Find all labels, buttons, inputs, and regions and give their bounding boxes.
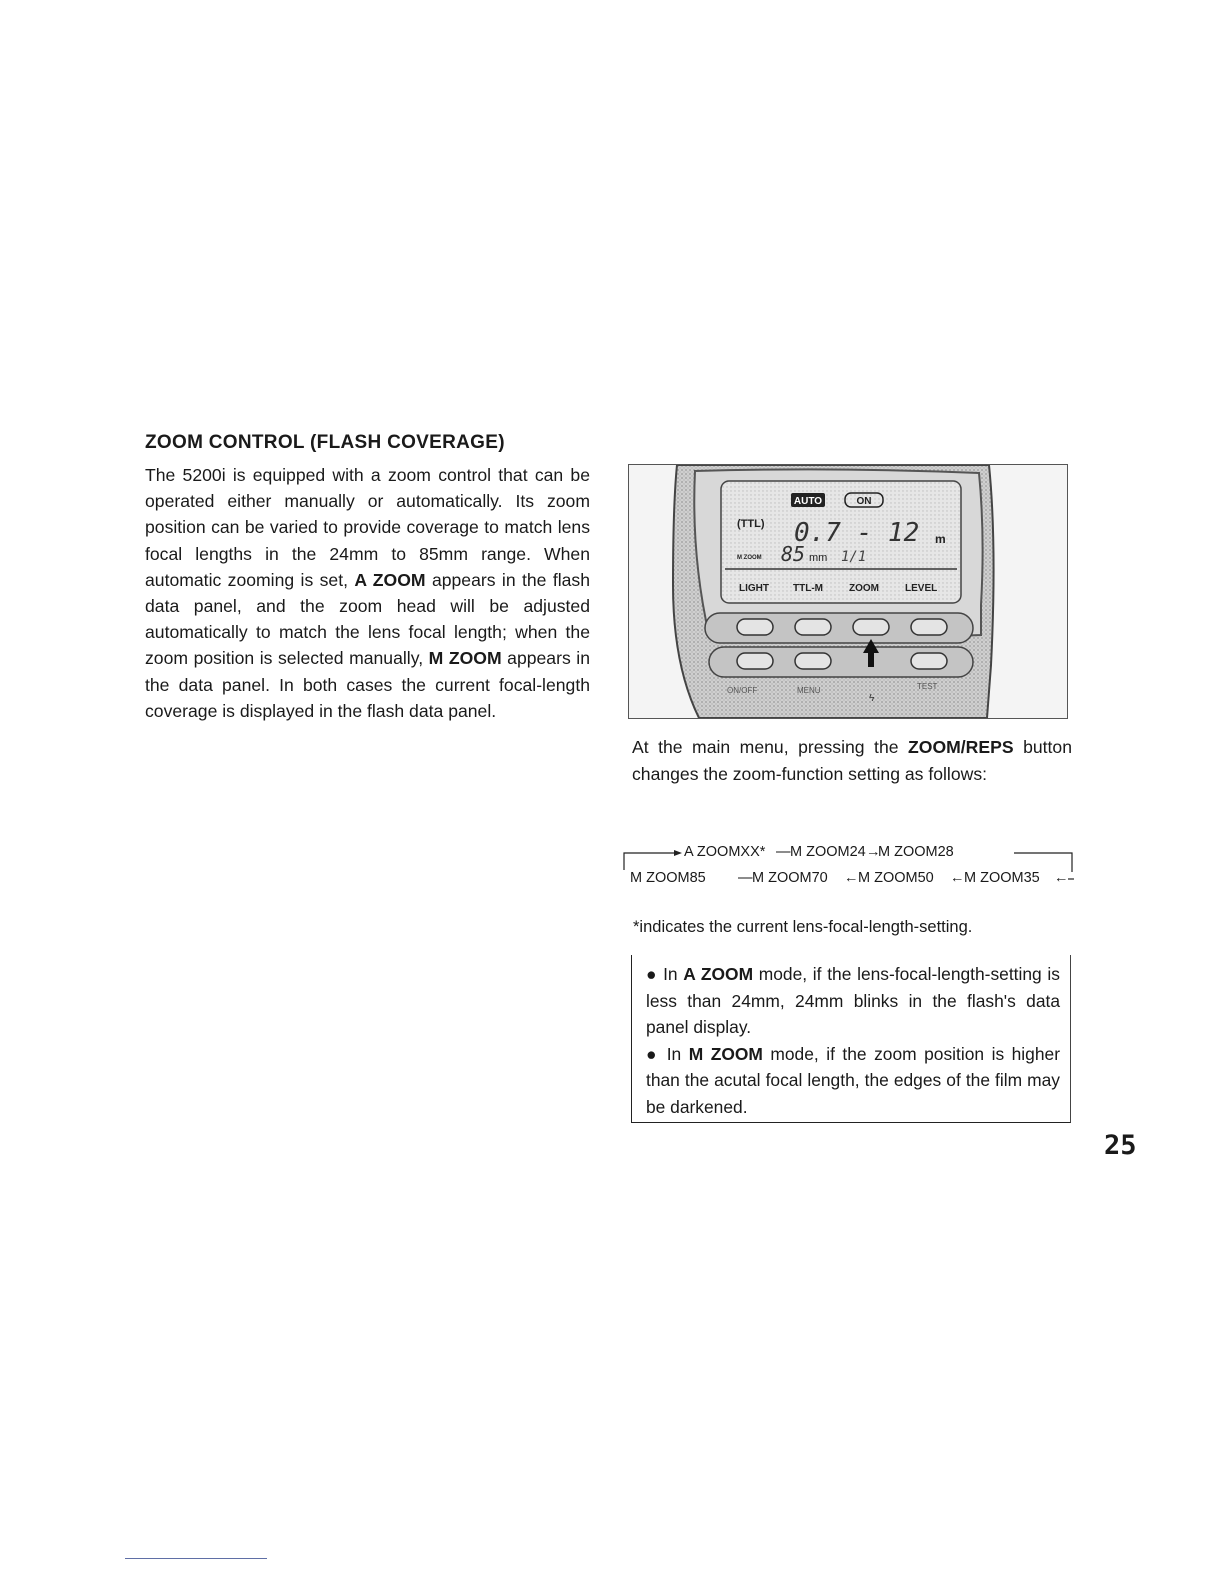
level-button[interactable] <box>911 619 947 635</box>
cycle-arrow-4: ← <box>844 870 859 886</box>
test-label: TEST <box>917 682 938 691</box>
light-button[interactable] <box>737 619 773 635</box>
zoom-reps-button[interactable] <box>853 619 889 635</box>
cycle-item-m-zoom24: M ZOOM24 <box>790 844 866 860</box>
cycle-arrow-2: → <box>866 844 881 860</box>
cycle-item-a-zoom: A ZOOMXX* <box>684 844 766 860</box>
paragraph-text-2: appears in the flash data panel, and the zoom head will be adjusted automatically to match the lens focal length; when the zoom position is selected manually, <box>145 569 590 669</box>
paragraph-text-3: appears in the data panel. In both cases the current focal-length coverage is displayed in the flash data panel. <box>145 648 590 721</box>
note-prefix: In <box>666 1043 689 1064</box>
cycle-item-m-zoom28: M ZOOM28 <box>878 844 954 860</box>
note-mode: A ZOOM <box>683 964 754 984</box>
footer-rule <box>125 1558 267 1559</box>
cycle-arrow-3: — <box>738 870 753 886</box>
cycle-item-m-zoom85: M ZOOM85 <box>630 870 706 886</box>
m-zoom-term: M ZOOM <box>428 648 502 669</box>
range-value: 0.7 - 12 <box>794 518 920 548</box>
on-badge: ON <box>856 496 872 507</box>
menu-button[interactable] <box>795 653 831 669</box>
on-off-label: ON/OFF <box>727 686 758 695</box>
test-button[interactable] <box>911 653 947 669</box>
cycle-arrow-5: ← <box>950 870 965 886</box>
focal-unit: mm <box>809 552 828 564</box>
ratio-value: 1/1 <box>841 549 867 565</box>
cycle-arrow-6: ← <box>1054 870 1069 886</box>
asterisk-footnote: *indicates the current lens-focal-length-setting. <box>633 918 973 936</box>
cycle-item-m-zoom35: M ZOOM35 <box>964 870 1040 886</box>
note-prefix: In <box>663 964 684 984</box>
bullet-icon: ● <box>646 964 658 984</box>
bullet-icon: ● <box>646 1043 660 1064</box>
cycle-item-m-zoom50: M ZOOM50 <box>858 870 934 886</box>
flash-panel-svg <box>629 465 1067 718</box>
zoom-mode-label: M ZOOM <box>737 555 762 561</box>
note-m-zoom <box>646 1041 1060 1121</box>
zoom-reps-term: ZOOM/REPS <box>908 737 1014 757</box>
ttl-m-button[interactable] <box>795 619 831 635</box>
notes-box <box>631 955 1071 1123</box>
cycle-item-m-zoom70: M ZOOM70 <box>752 870 828 886</box>
auto-badge: AUTO <box>793 496 823 507</box>
section-heading: ZOOM CONTROL (FLASH COVERAGE) <box>145 432 505 453</box>
note-text: mode, if the lens-focal-length-setting is less than 24mm, 24mm blinks in the flash's data panel display. <box>646 964 1060 1037</box>
ttl-label: (TTL) <box>737 518 765 530</box>
range-unit: m <box>935 532 946 546</box>
page-number: 25 <box>1104 1130 1137 1161</box>
note-a-zoom <box>646 961 1060 1041</box>
focal-value: 85 <box>781 542 806 566</box>
section-paragraph <box>145 462 590 724</box>
on-off-button[interactable] <box>737 653 773 669</box>
caption-before: At the main menu, pressing the <box>632 737 909 757</box>
zoom-control-section <box>145 432 590 724</box>
flash-bolt-icon: ϟ <box>869 693 875 704</box>
paragraph-text-1: The 5200i is equipped with a zoom control that can be operated either manually or automatically. Its zoom position can be varied to provide coverage to match lens focal lengths in the 24mm to 85mm range. When automatic zooming is set, <box>145 465 590 590</box>
zoom-cycle-diagram <box>622 840 1074 892</box>
menu-label: MENU <box>797 686 821 695</box>
cycle-arrow-1: — <box>776 844 791 860</box>
figure-caption <box>632 734 1072 788</box>
function-label-ttl-m: TTL-M <box>793 583 823 594</box>
a-zoom-term: A ZOOM <box>354 569 426 590</box>
note-mode: M ZOOM <box>688 1043 763 1064</box>
function-label-level: LEVEL <box>905 583 938 594</box>
function-label-zoom: ZOOM <box>849 583 879 594</box>
flash-panel-illustration <box>628 464 1068 719</box>
function-label-light: LIGHT <box>739 583 769 594</box>
note-text: mode, if the zoom position is higher than the acutal focal length, the edges of the film may be darkened. <box>646 1043 1060 1117</box>
caption-after: button changes the zoom-function setting as follows: <box>632 737 1072 784</box>
